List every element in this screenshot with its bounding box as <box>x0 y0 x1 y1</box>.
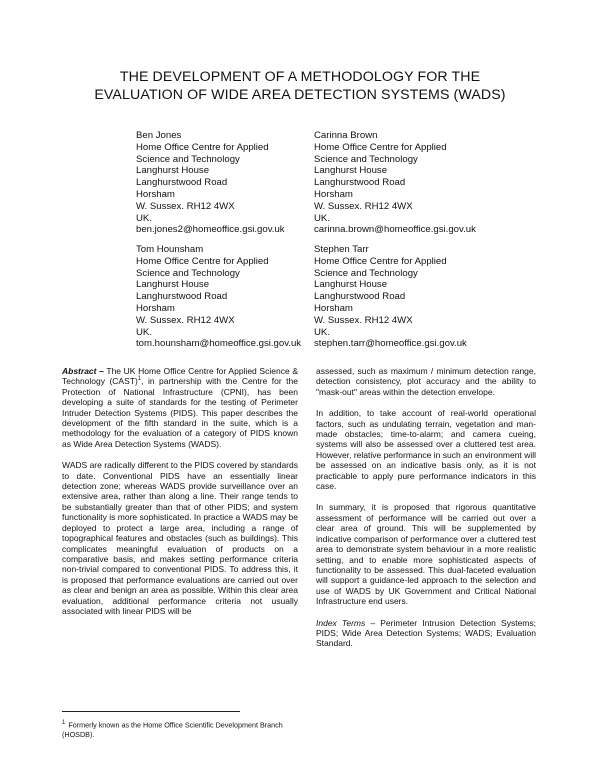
title-line-1: THE DEVELOPMENT OF A METHODOLOGY FOR THE <box>119 69 481 85</box>
index-terms <box>316 618 536 649</box>
author-address: Langhurst House <box>314 165 388 177</box>
author-affiliation: Science and Technology <box>136 153 240 165</box>
author-address: Horsham <box>314 188 353 200</box>
body-paragraph-1: WADS are radically different to the PIDS covered by standards to date. Conventional PIDS have an essentially linear detection zone; whereas WADS provide surveillance over an extensive area, rather than along a line. Their range tends to be substantially greater than that of other PIDS; and system functionality is more sophisticated. In practice a WADS may be deployed to protect a large area, including a range of topographical features and obstacles (such as buildings). This complicates meaningful evaluation of products on a comparative basis, and makes setting performance criteria non-trivial compared to conventional PIDS. To address this, it is proposed that performance evaluations are carried out over as clear and benign an area as possible. Within this clear area evaluation, additional performance criteria not usually associated with linear PIDS will be <box>62 460 298 616</box>
author-affiliation: Home Office Centre for Applied <box>136 255 269 267</box>
author-address: Langhurstwood Road <box>136 291 228 303</box>
author-affiliation: Home Office Centre for Applied <box>136 141 269 153</box>
author-email[interactable]: stephen.tarr@homeoffice.gsi.gov.uk <box>314 338 467 350</box>
author-address: W. Sussex. RH12 4WX <box>136 314 235 326</box>
paper-title <box>60 68 540 104</box>
author-address: W. Sussex. RH12 4WX <box>136 200 235 212</box>
author-affiliation: Science and Technology <box>314 267 418 279</box>
author-name: Carinna Brown <box>314 130 378 141</box>
index-terms-text: – Perimeter Intrusion Detection Systems; PIDS; Wide Area Detection Systems; WADS; Evaluation Standard. <box>316 617 536 649</box>
index-terms-label: Index Terms <box>316 617 366 628</box>
author-block-carinna-brown <box>314 130 476 236</box>
footnote-mark: 1 <box>62 720 66 726</box>
author-email[interactable]: carinna.brown@homeoffice.gsi.gov.uk <box>314 224 476 236</box>
author-address: W. Sussex. RH12 4WX <box>314 314 413 326</box>
author-address: W. Sussex. RH12 4WX <box>314 200 413 212</box>
author-affiliation: Home Office Centre for Applied <box>314 141 447 153</box>
author-block-stephen-tarr <box>314 244 467 350</box>
left-column <box>62 366 298 616</box>
body-paragraph-3: In summary, it is proposed that rigorous quantitative assessment of performance will be carried out over a clear area of ground. This will be supplemented by indicative comparison of performance over a cluttered test area to demonstrate system behaviour in a more realistic setting, and to enable more sophisticated aspects of functionality to be assessed. This dual-faceted evaluation will support a guidance-led approach to the selection and use of WADS by UK Government and Critical National Infrastructure end users. <box>316 502 536 607</box>
footnote <box>62 718 298 740</box>
author-address: Langhurst House <box>314 279 388 291</box>
title-line-2: EVALUATION OF WIDE AREA DETECTION SYSTEMS (WADS) <box>94 87 506 103</box>
author-affiliation: Home Office Centre for Applied <box>314 255 447 267</box>
author-address: Langhurstwood Road <box>314 177 406 189</box>
author-affiliation: Science and Technology <box>314 153 418 165</box>
author-address: Langhurstwood Road <box>136 177 228 189</box>
author-country: UK. <box>136 212 152 224</box>
author-block-ben-jones <box>136 130 285 236</box>
author-country: UK. <box>136 326 152 338</box>
footnote-ref: 1 <box>137 376 142 383</box>
author-country: UK. <box>314 212 330 224</box>
footnote-rule <box>62 711 240 712</box>
author-address: Horsham <box>314 302 353 314</box>
author-affiliation: Science and Technology <box>136 267 240 279</box>
abstract-text-b: , in partnership with the Centre for the Protection of National Infrastructure (CPNI), has been developing a suite of standards for the testing of Perimeter Intruder Detection Systems (PIDS). This paper describes the development of the fifth standard in the suite, which is a methodology for the evaluation of a category of PIDS known as Wide Area Detection Systems (WADS). <box>62 376 298 449</box>
author-name: Ben Jones <box>136 130 182 141</box>
author-email[interactable]: ben.jones2@homeoffice.gsi.gov.uk <box>136 224 285 236</box>
author-block-tom-hounsham <box>136 244 301 350</box>
author-name: Tom Hounsham <box>136 244 204 255</box>
author-address: Langhurst House <box>136 165 210 177</box>
author-name: Stephen Tarr <box>314 244 369 255</box>
footnote-text: Formerly known as the Home Office Scientific Development Branch (HOSDB). <box>62 720 283 740</box>
author-address: Langhurst House <box>136 279 210 291</box>
body-paragraph-1-continued: assessed, such as maximum / minimum detection range, detection consistency, plot accuracy and the ability to "mask-out" areas within the detection envelope. <box>316 366 536 397</box>
abstract-label: Abstract – <box>62 366 104 376</box>
author-address: Langhurstwood Road <box>314 291 406 303</box>
abstract-paragraph <box>62 366 298 449</box>
author-address: Horsham <box>136 302 175 314</box>
body-paragraph-2: In addition, to take account of real-world operational factors, such as undulating terrain, vegetation and man-made obstacles; time-to-alarm; and camera cueing, systems will also be assessed over a cluttered test area. However, relative performance in such an environment will be assessed on an indicative basis only, as it is not practicable to apply pure performance indicators in this case. <box>316 408 536 492</box>
author-email[interactable]: tom.hounsham@homeoffice.gsi.gov.uk <box>136 338 302 350</box>
abstract-text-a: The UK Home Office Centre for Applied Science & Technology (CAST) <box>62 366 298 387</box>
right-column <box>316 366 536 649</box>
author-country: UK. <box>314 326 330 338</box>
author-address: Horsham <box>136 188 175 200</box>
